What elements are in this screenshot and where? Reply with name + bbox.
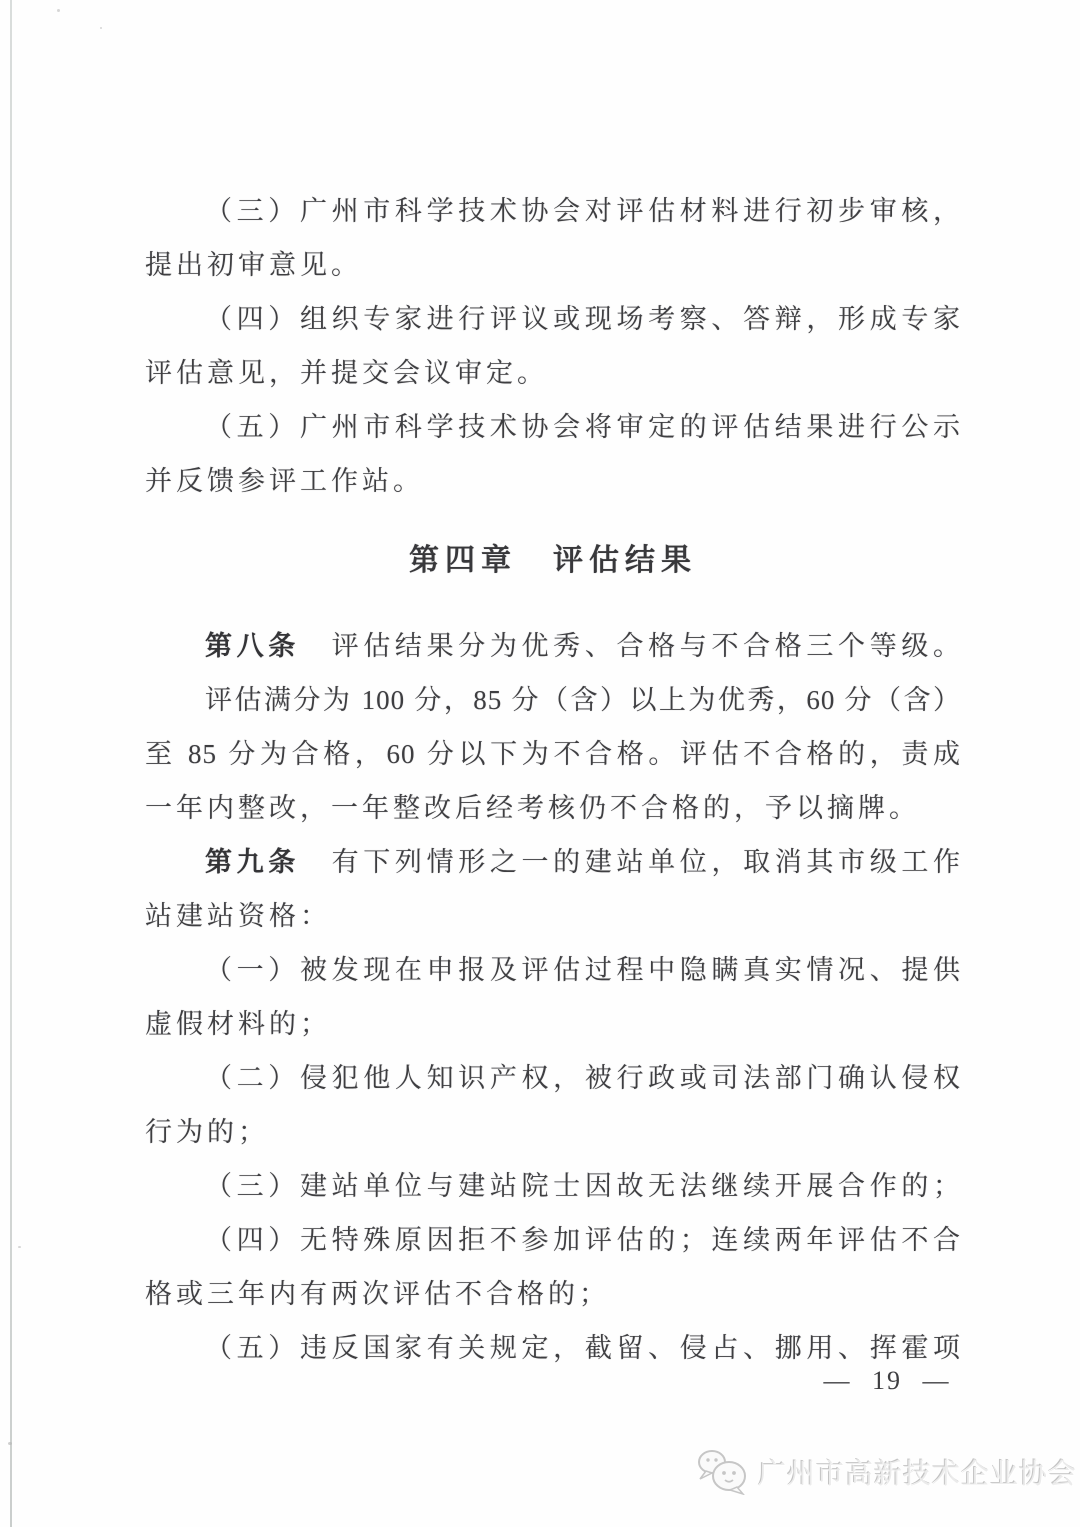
text-line: （四）组织专家进行评议或现场考察、答辩，形成专家 <box>205 304 961 334</box>
scan-speck <box>57 9 60 12</box>
article-number: 第九条 <box>205 847 300 877</box>
text-line: 并反馈参评工作站。 <box>145 466 424 496</box>
scan-speck <box>18 1246 21 1248</box>
text-line: 提出初审意见。 <box>145 250 362 280</box>
text-line: （三）广州市科学技术协会对评估材料进行初步审核， <box>205 196 961 226</box>
chapter-heading: 第四章 评估结果 <box>409 544 697 577</box>
text-line: 格或三年内有两次评估不合格的； <box>145 1279 610 1309</box>
text-line: 一年内整改，一年整改后经考核仍不合格的，予以摘牌。 <box>145 793 920 823</box>
text-line: 评估意见，并提交会议审定。 <box>145 358 548 388</box>
text-line: （五）广州市科学技术协会将审定的评估结果进行公示 <box>205 412 961 442</box>
footer-watermark <box>697 1449 1077 1495</box>
text-line: （五）违反国家有关规定，截留、侵占、挪用、挥霍项 <box>205 1333 961 1363</box>
text-line: 评估满分为 100 分，85 分（含）以上为优秀，60 分（含） <box>205 685 961 715</box>
text-line: （一）被发现在申报及评估过程中隐瞒真实情况、提供 <box>205 955 961 985</box>
page-number: — 19 — <box>823 1366 951 1395</box>
text-line: （四）无特殊原因拒不参加评估的；连续两年评估不合 <box>205 1225 961 1255</box>
text-line: （三）建站单位与建站院士因故无法继续开展合作的； <box>205 1171 961 1201</box>
scan-speck <box>100 27 102 29</box>
scan-speck <box>8 1442 12 1445</box>
text-line: 第八条 评估结果分为优秀、合格与不合格三个等级。 <box>205 631 962 661</box>
text-line: （二）侵犯他人知识产权，被行政或司法部门确认侵权 <box>205 1063 961 1093</box>
text-line: 行为的； <box>145 1117 269 1147</box>
text-line: 站建站资格： <box>145 901 331 931</box>
wechat-icon <box>697 1449 749 1495</box>
text-line: 虚假材料的； <box>145 1009 331 1039</box>
text-line: 至 85 分为合格，60 分以下为不合格。评估不合格的，责成 <box>145 739 961 769</box>
article-number: 第八条 <box>205 631 300 661</box>
scan-crease-line <box>10 0 12 1527</box>
document-lines <box>145 184 961 1375</box>
footer-org-name: 广州市高新技术企业协会 <box>758 1458 1078 1489</box>
text-line: 第九条 有下列情形之一的建站单位，取消其市级工作 <box>205 847 962 877</box>
